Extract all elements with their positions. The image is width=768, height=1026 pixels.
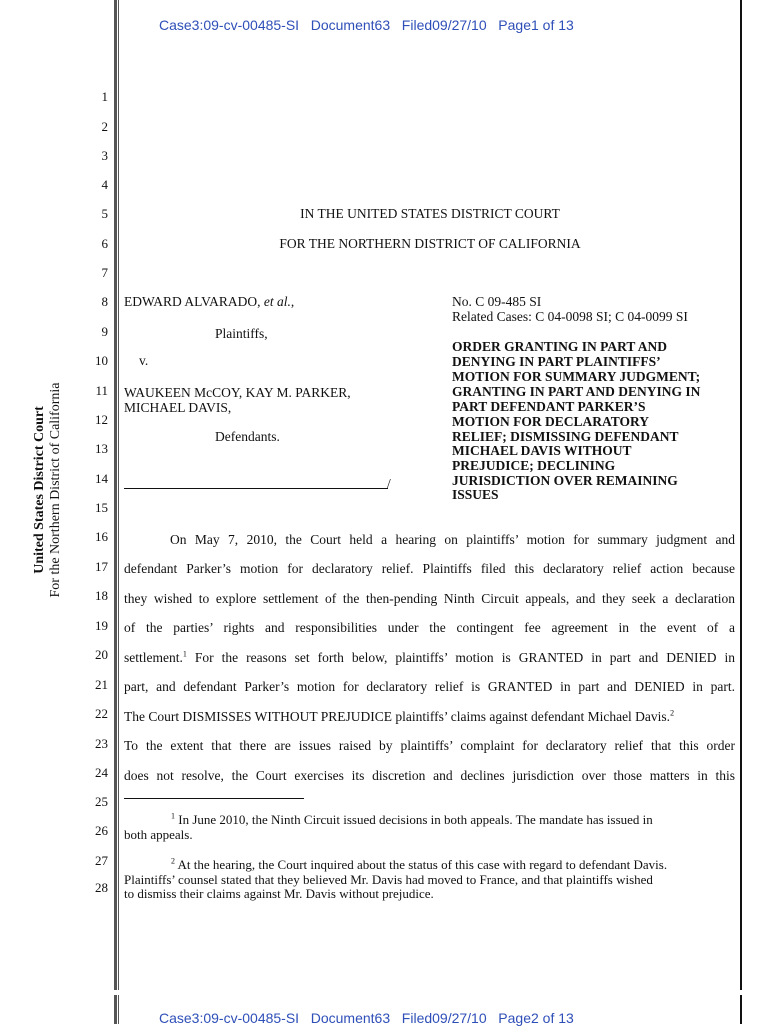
case-number: No. C 09-485 SI <box>452 294 542 309</box>
right-margin-rule-next <box>740 995 742 1024</box>
caption-slash: / <box>387 476 391 491</box>
order-title-line: MOTION FOR SUMMARY JUDGMENT; <box>452 369 701 384</box>
order-title-line: RELIEF; DISMISSING DEFENDANT <box>452 429 679 444</box>
line-number: 27 <box>95 853 108 868</box>
line-number: 22 <box>95 706 108 721</box>
footnote-2 <box>171 858 735 872</box>
left-margin-rule-inner-next <box>118 995 119 1024</box>
body-text-segment: For the reasons set forth below, plaintiffs’ motion is GRANTED in part and DENIED in <box>186 650 735 665</box>
page-header: Case3:09-cv-00485-SI Document63 Filed09/27/10 Page1 of 13 <box>159 17 574 33</box>
line-number: 24 <box>95 765 108 780</box>
line-number: 20 <box>95 647 108 662</box>
line-number: 19 <box>95 618 108 633</box>
line-number: 9 <box>101 324 108 339</box>
body-line-with-footnote <box>124 650 735 666</box>
plaintiff-name <box>124 294 294 309</box>
order-title-line: MOTION FOR DECLARATORY <box>452 414 650 429</box>
left-margin-rule-inner <box>118 0 119 990</box>
body-line: defendant Parker’s motion for declaratory relief. Plaintiffs filed this declaratory relief action because <box>124 561 735 576</box>
footnote-ref-2: 2 <box>670 709 675 718</box>
footnote-1 <box>171 813 735 827</box>
body-line: On May 7, 2010, the Court held a hearing on plaintiffs’ motion for summary judgment and <box>170 532 735 547</box>
versus-label: v. <box>139 353 149 368</box>
defendants-line2: MICHAEL DAVIS, <box>124 400 232 415</box>
line-number: 14 <box>95 471 108 486</box>
line-number: 2 <box>101 119 108 134</box>
footnote-mark-2: 2 <box>171 856 175 866</box>
order-title-line: ISSUES <box>452 487 499 502</box>
body-line: they wished to explore settlement of the then-pending Ninth Circuit appeals, and they seek a declaration <box>124 591 735 606</box>
court-title-line2: FOR THE NORTHERN DISTRICT OF CALIFORNIA <box>279 236 581 251</box>
caption-rule <box>124 488 388 489</box>
line-number: 23 <box>95 736 108 751</box>
sidebar-district: For the Northern District of California <box>48 382 63 598</box>
footnote-mark-1: 1 <box>171 811 175 821</box>
body-line: part, and defendant Parker’s motion for declaratory relief is GRANTED in part and DENIED in part. <box>124 679 735 694</box>
line-number: 13 <box>95 441 108 456</box>
defendants-label: Defendants. <box>215 429 280 444</box>
footnote-2-cont: to dismiss their claims against Mr. Davis without prejudice. <box>124 886 434 901</box>
sidebar-court-name: United States District Court <box>32 406 47 574</box>
defendants-line1: WAUKEEN McCOY, KAY M. PARKER, <box>124 385 351 400</box>
order-title-line: PREJUDICE; DECLINING <box>452 458 616 473</box>
court-title-line1: IN THE UNITED STATES DISTRICT COURT <box>300 206 560 221</box>
left-margin-rule-next <box>114 995 117 1024</box>
line-number: 11 <box>95 383 108 398</box>
order-title-line: MICHAEL DAVIS WITHOUT <box>452 443 632 458</box>
body-line: does not resolve, the Court exercises its discretion and declines jurisdiction over those matters in this <box>124 768 735 783</box>
et-al: et al. <box>263 294 291 309</box>
line-number: 1 <box>101 89 108 104</box>
line-number: 16 <box>95 529 108 544</box>
order-title-line: PART DEFENDANT PARKER’S <box>452 399 646 414</box>
related-cases: Related Cases: C 04-0098 SI; C 04-0099 SI <box>452 309 688 324</box>
footnote-1-cont: both appeals. <box>124 827 193 842</box>
order-title-line: GRANTING IN PART AND DENYING IN <box>452 384 701 399</box>
line-number: 8 <box>101 294 108 309</box>
line-number: 25 <box>95 794 108 809</box>
line-number: 15 <box>95 500 108 515</box>
line-number: 12 <box>95 412 108 427</box>
order-title-line: DENYING IN PART PLAINTIFFS’ <box>452 354 661 369</box>
line-number: 17 <box>95 559 108 574</box>
order-title-line: ORDER GRANTING IN PART AND <box>452 339 668 354</box>
line-number: 10 <box>95 353 108 368</box>
body-line: of the parties’ rights and responsibilities under the contingent fee agreement in the event of a <box>124 620 735 635</box>
footnote-ref-1: 1 <box>182 650 187 659</box>
line-number: 18 <box>95 588 108 603</box>
footnote-rule <box>124 798 304 799</box>
plaintiff-comma: , <box>290 294 295 309</box>
body-text-segment: The Court DISMISSES WITHOUT PREJUDICE plaintiffs’ claims against defendant Michael Davis. <box>124 709 671 724</box>
line-number: 7 <box>101 265 108 280</box>
right-margin-rule <box>740 0 742 990</box>
next-page-header: Case3:09-cv-00485-SI Document63 Filed09/27/10 Page2 of 13 <box>159 1010 574 1026</box>
line-number: 4 <box>101 177 108 192</box>
plaintiffs-label: Plaintiffs, <box>215 326 268 341</box>
line-number: 5 <box>101 206 108 221</box>
body-text-segment: settlement. <box>124 650 183 665</box>
line-number: 26 <box>95 823 108 838</box>
line-number: 3 <box>101 148 108 163</box>
footnote-2-text: At the hearing, the Court inquired about the status of this case with regard to defendant Davis. <box>177 857 668 872</box>
body-line: To the extent that there are issues raised by plaintiffs’ complaint for declaratory relief that this order <box>124 738 735 753</box>
line-number: 6 <box>101 236 108 251</box>
body-line-with-footnote <box>124 709 735 725</box>
line-number: 28 <box>95 880 108 895</box>
footnote-2-cont: Plaintiffs’ counsel stated that they believed Mr. Davis had moved to France, and that plaintiffs wished <box>124 872 653 887</box>
footnote-1-text: In June 2010, the Ninth Circuit issued decisions in both appeals. The mandate has issued in <box>178 812 653 827</box>
line-number: 21 <box>95 677 108 692</box>
order-title-line: JURISDICTION OVER REMAINING <box>452 473 678 488</box>
plaintiff-name-text: EDWARD ALVARADO, <box>124 294 264 309</box>
left-margin-rule <box>114 0 117 990</box>
